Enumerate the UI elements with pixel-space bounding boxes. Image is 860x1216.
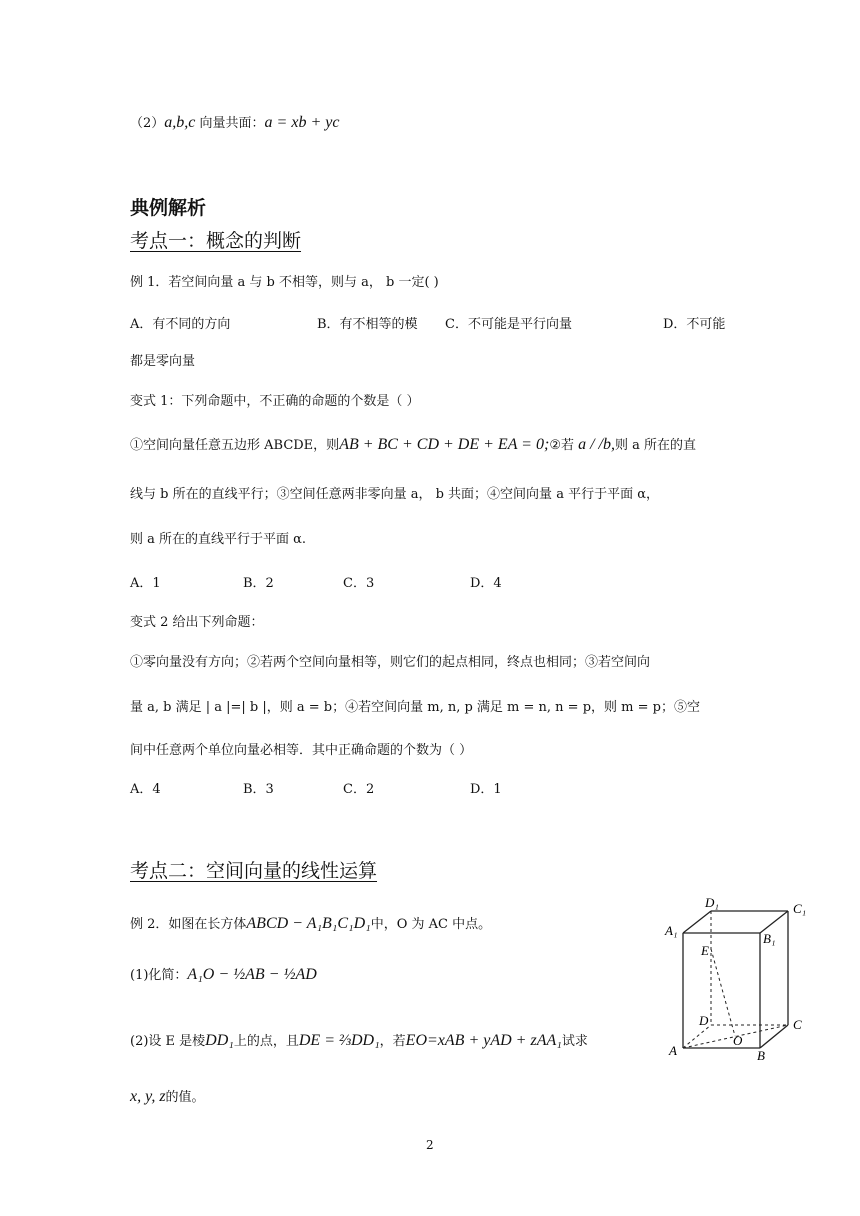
example-2-stem [130,913,491,933]
example-1-option-d-cont: 都是零向量 [130,354,196,369]
label-c: C [793,1017,802,1032]
vectors-abc: a,b,c [164,114,196,131]
cuboid-figure [663,893,815,1063]
page-number: 2 [426,1138,434,1152]
variant-1-line-1 [130,434,696,454]
variant-1-stem: 变式 1：下列命题中，不正确的命题的个数是（ ） [130,394,420,409]
label-b: B [757,1048,765,1063]
example-1-option-d: D．不可能 [663,317,726,332]
question-2-cont-text: 的值。 [165,1090,205,1105]
label-a: A [669,1043,677,1058]
coplanar-label: 向量共面： [199,116,265,131]
label-d: D [699,1013,709,1028]
variant-1-option-b: B．2 [243,576,274,591]
statement-1-text: ①空间向量任意五边形 ABCDE，则 [130,438,340,453]
variant-2-option-d: D．1 [470,782,502,797]
statement-2-cont: 则 a 所在的直 [615,438,697,453]
question-2-cont [130,1086,205,1106]
segment-eo [711,949,735,1036]
label-c1: C₁ [793,901,807,916]
edge-dd1: DD₁ [205,1032,234,1049]
example-1-option-c: C．不可能是平行向量 [445,317,572,332]
edge-bc [760,1025,788,1048]
variant-1-option-a: A．1 [130,576,161,591]
variant-1-line-2: 线与 b 所在的直线平行；③空间任意两非零向量 a， b 共面；④空间向量 a 平行于平面 α， [130,487,659,502]
label-b1: B₁ [763,931,776,946]
parallel-formula: a / /b, [578,436,615,453]
question-2 [130,1030,588,1050]
variant-2-option-c: C．2 [343,782,375,797]
label-d1: D₁ [705,895,719,910]
variant-1-option-d: D．4 [470,576,502,591]
topic-1-heading: 考点一：概念的判断 [130,230,302,252]
variant-2-option-a: A．4 [130,782,161,797]
coplanar-formula: a = xb + yc [264,114,340,131]
example-2-stem-text: 例 2．如图在长方体 [130,917,247,932]
question-2-text-4: 试求 [561,1034,588,1049]
edge-a1d1 [683,911,711,933]
section-title: 典例解析 [130,197,207,219]
example-1-option-a: A．有不同的方向 [130,317,231,332]
variant-2-line-1: ①零向量没有方向；②若两个空间向量相等，则它们的起点相同，终点也相同；③若空间向 [130,655,651,670]
question-1-label: (1)化简： [130,968,188,983]
question-2-text: (2)设 E 是棱 [130,1034,206,1049]
variant-2-line-2: 量 a, b 满足 | a |=| b |，则 a = b；④若空间向量 m, n, p 满足 m = n, n = p，则 m = p；⑤空 [130,700,700,715]
variant-1-option-c: C．3 [343,576,375,591]
example-2-stem-cont: 中，O 为 AC 中点。 [370,917,492,932]
item-number: （2） [130,116,165,131]
example-1-option-b: B．有不相等的模 [317,317,418,332]
example-1-stem: 例 1．若空间向量 a 与 b 不相等，则与 a， b 一定( ) [130,275,439,290]
question-2-text-3: ，若 [379,1034,406,1049]
topic-2-heading: 考点二：空间向量的线性运算 [130,860,378,882]
label-a1: A₁ [665,923,678,938]
label-e: E [701,943,709,958]
unknowns-xyz: x, y, z [130,1088,166,1105]
statement-2-text: ②若 [549,438,574,453]
decomposition-formula: EO=xAB + yAD + zAA₁ [405,1032,562,1049]
ratio-formula: DE = ⅔DD₁ [298,1032,380,1049]
question-1 [130,964,317,984]
pentagon-formula: AB + BC + CD + DE + EA = 0; [339,436,550,453]
variant-2-line-3: 间中任意两个单位向量必相等．其中正确命题的个数为（ ） [130,743,473,758]
question-1-formula: A₁O − ½AB − ½AD [187,966,317,983]
coplanar-line [130,112,339,132]
cuboid-formula: ABCD − A₁B₁C₁D₁ [246,915,371,932]
variant-1-line-3: 则 a 所在的直线平行于平面 α. [130,532,307,547]
edge-b1c1 [760,911,788,933]
question-2-text-2: 上的点，且 [233,1034,299,1049]
label-o: O [733,1033,743,1048]
variant-2-stem: 变式 2 给出下列命题： [130,615,264,630]
variant-2-option-b: B．3 [243,782,274,797]
